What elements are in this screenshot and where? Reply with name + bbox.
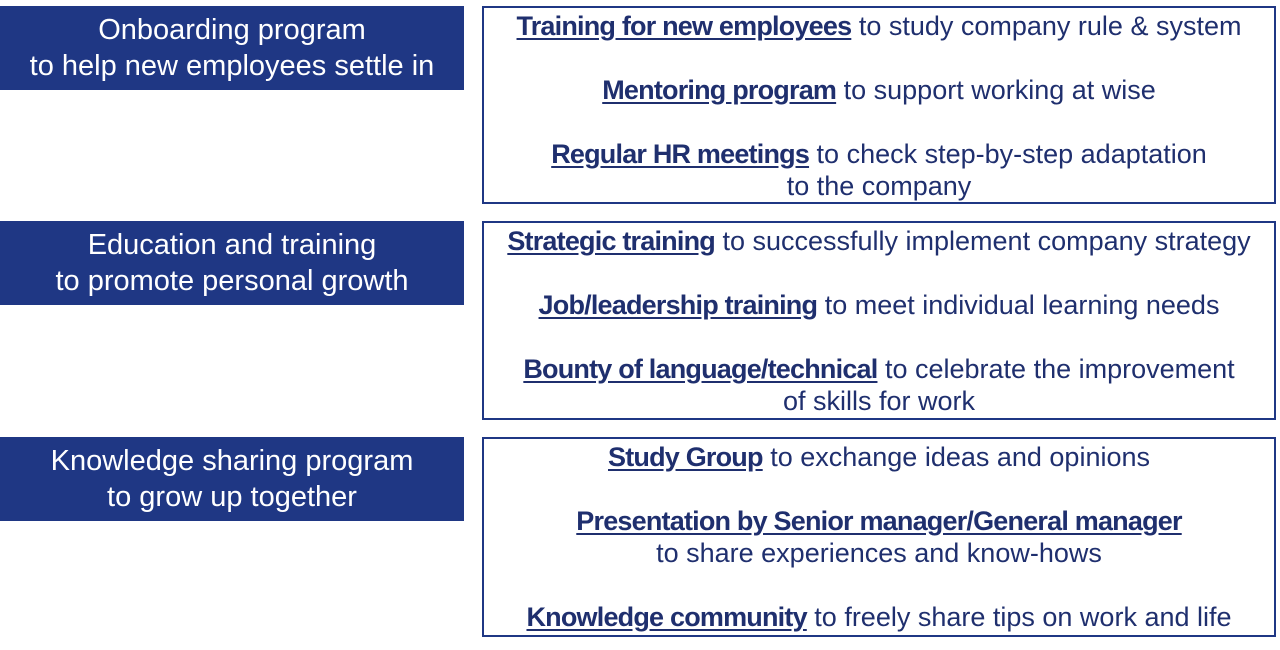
item-text-continued: to share experiences and know-hows <box>656 538 1102 568</box>
detail-box-education <box>482 221 1276 420</box>
item-highlight: Study Group <box>608 442 763 472</box>
list-item <box>484 138 1274 202</box>
item-text-continued: to the company <box>786 171 972 201</box>
item-text: to freely share tips on work and life <box>806 602 1232 632</box>
category-subtitle: to help new employees settle in <box>29 50 435 82</box>
category-label-onboarding <box>0 6 464 90</box>
item-text: to celebrate the improvement <box>877 354 1235 384</box>
item-text: to meet individual learning needs <box>817 290 1220 320</box>
item-line <box>484 225 1274 257</box>
item-text-continued: of skills for work <box>782 386 976 416</box>
category-title: Onboarding program <box>98 14 366 46</box>
item-line <box>484 74 1274 106</box>
item-highlight: Mentoring program <box>602 75 837 105</box>
list-item <box>484 601 1274 633</box>
item-line <box>484 289 1274 321</box>
item-text: to study company rule & system <box>851 11 1242 41</box>
list-item <box>484 225 1274 257</box>
item-line <box>484 138 1274 170</box>
list-item <box>484 289 1274 321</box>
item-text: to check step-by-step adaptation <box>809 139 1207 169</box>
list-item <box>484 74 1274 106</box>
category-label-knowledge-sharing <box>0 437 464 521</box>
item-line <box>484 353 1274 385</box>
item-line <box>484 505 1274 537</box>
detail-box-onboarding <box>482 6 1276 204</box>
category-subtitle: to promote personal growth <box>55 265 409 297</box>
list-item <box>484 10 1274 42</box>
item-highlight: Job/leadership training <box>538 290 818 320</box>
item-highlight: Bounty of language/technical <box>523 354 878 384</box>
item-text: to exchange ideas and opinions <box>762 442 1150 472</box>
item-line <box>484 10 1274 42</box>
item-highlight: Presentation by Senior manager/General manager <box>576 506 1182 536</box>
item-text: to successfully implement company strategy <box>714 226 1251 256</box>
category-title: Knowledge sharing program <box>50 445 414 477</box>
list-item <box>484 505 1274 569</box>
category-label-education <box>0 221 464 305</box>
item-line <box>484 601 1274 633</box>
item-highlight: Knowledge community <box>526 602 807 632</box>
category-title: Education and training <box>87 229 377 261</box>
item-highlight: Training for new employees <box>516 11 852 41</box>
item-highlight: Strategic training <box>507 226 715 256</box>
item-highlight: Regular HR meetings <box>551 139 810 169</box>
item-text: to support working at wise <box>836 75 1156 105</box>
category-subtitle: to grow up together <box>107 481 357 513</box>
list-item <box>484 441 1274 473</box>
list-item <box>484 353 1274 417</box>
detail-box-knowledge-sharing <box>482 437 1276 637</box>
item-line <box>484 441 1274 473</box>
